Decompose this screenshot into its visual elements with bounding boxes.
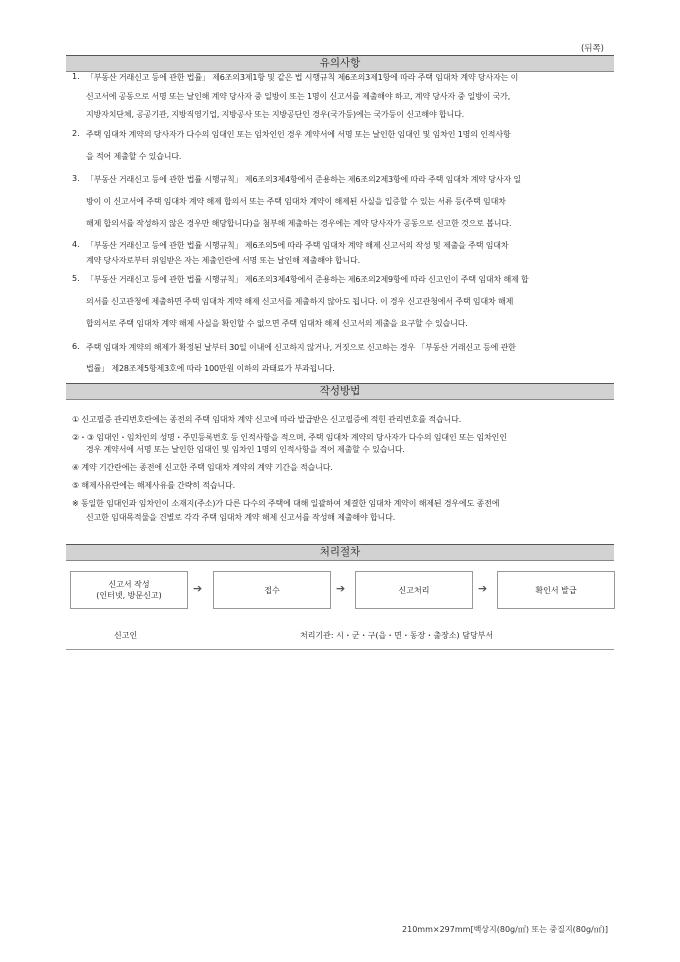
note-line: 신고서에 공동으로 서명 또는 날인해 계약 당사자 중 일방이 또는 1명이 신고서를 제출해야 하고, 계약 당사자 중 일방이 국가,	[86, 92, 511, 101]
method-item-5: ※ 동일한 임대인과 임차인이 소재지(주소)가 다른 다수의 주택에 대해 일괄하여 체결한 임대차 계약이 해제된 경우에도 종전에	[72, 499, 500, 508]
method-item-3: ④ 계약 기간란에는 종전에 신고한 주택 임대차 계약의 계약 기간을 적습니다.	[72, 463, 333, 472]
method-item-2-cont: 경우 계약서에 서명 또는 날인한 임대인 및 임차인 1명의 인적사항을 적어 제출할 수 있습니다.	[86, 445, 405, 454]
note-line: 지방자치단체, 공공기관, 지방직영기업, 지방공사 또는 지방공단인 경우(국가등)에는 국가등이 신고해야 합니다.	[86, 110, 465, 119]
paper-spec: 210mm×297mm[백상지(80g/㎡) 또는 중질지(80g/㎡)]	[402, 925, 608, 934]
step-issue-confirmation	[497, 571, 615, 609]
page-side-label: (뒤쪽)	[580, 44, 604, 54]
note-line: 「부동산 거래신고 등에 관한 법률 시행규칙」 제6조의3제4항에서 준용하는 제6조의2제3항에 따라 주택 임대차 계약 당사자 일	[86, 175, 522, 184]
step-report-writing	[70, 571, 188, 609]
step-label: 확인서 발급	[535, 585, 577, 595]
note-line: 방이 이 신고서에 주택 임대차 계약 해제 합의서 또는 주택 임대차 계약이 해제된 사실을 입증할 수 있는 서류 등(주택 임대차	[86, 197, 506, 206]
processing-agency-label: 처리기관: 시・군・구(읍・면・동장・출장소) 담당부서	[300, 631, 494, 640]
note-line: 합의서로 주택 임대차 계약 해제 사실을 확인할 수 없으면 주택 임대차 해제 신고서의 제출을 요구할 수 있습니다.	[86, 319, 468, 328]
method-item-4: ⑤ 해제사유란에는 해제사유를 간략히 적습니다.	[72, 481, 235, 490]
note-line: 주택 임대차 계약의 당사자가 다수의 임대인 또는 임차인인 경우 계약서에 서명 또는 날인한 임대인 및 임차인 1명의 인적사항	[86, 130, 511, 139]
step-sublabel: (인터넷, 방문신고)	[96, 591, 162, 600]
step-label: 신고처리	[398, 585, 430, 595]
notes-section	[66, 55, 614, 72]
step-label: 접수	[264, 585, 280, 595]
note-number: 5.	[72, 274, 80, 283]
note-line: 주택 임대차 계약의 해제가 확정된 날부터 30일 이내에 신고하지 않거나, 거짓으로 신고하는 경우 「부동산 거래신고 등에 관한	[86, 343, 516, 352]
method-item-1: ① 신고필증 관리번호란에는 종전의 주택 임대차 계약 신고에 따라 발급받은 신고필증에 적힌 관리번호를 적습니다.	[72, 415, 462, 424]
reporter-label: 신고인	[114, 631, 138, 640]
section-divider	[66, 649, 614, 650]
note-line: 「부동산 거래신고 등에 관한 법률 시행규칙」 제6조의3제4항에서 준용하는 제6조의2제9항에 따라 신고인이 주택 임대차 해제 합	[86, 275, 529, 284]
note-number: 1.	[72, 72, 80, 81]
note-number: 3.	[72, 174, 80, 183]
method-item-5-cont: 신고한 임대목적물을 건별로 각각 주택 임대차 계약 해제 신고서를 작성해 제출해야 합니다.	[86, 513, 396, 522]
step-processing	[355, 571, 473, 609]
note-number: 2.	[72, 129, 80, 138]
note-number: 6.	[72, 342, 80, 351]
note-line: 「부동산 거래신고 등에 관한 법률」 제6조의3제1항 및 같은 법 시행규칙 제6조의3제1항에 따라 주택 임대차 계약 당사자는 이	[86, 73, 519, 82]
note-line: 을 적어 제출할 수 있습니다.	[86, 152, 182, 161]
note-line: 법률」 제28조제5항제3호에 따라 100만원 이하의 과태료가 부과됩니다.	[86, 364, 335, 373]
step-reception	[213, 571, 331, 609]
note-line: 「부동산 거래신고 등에 관한 법률 시행규칙」 제6조의5에 따라 주택 임대차 계약 해제 신고서의 작성 및 제출을 주택 임대차	[86, 241, 509, 250]
method-item-2: ②・③ 임대인・임차인의 성명・주민등록번호 등 인적사항을 적으며, 주택 임대차 계약의 당사자가 다수의 임대인 또는 임차인인	[72, 433, 507, 442]
arrow-right-icon: ➔	[193, 582, 203, 595]
methods-list	[66, 414, 614, 534]
procedure-section	[66, 544, 614, 561]
methods-section	[66, 383, 614, 400]
note-line: 해제 합의서를 작성하지 않은 경우만 해당합니다)을 첨부해 제출하는 경우에는 계약 당사자가 공동으로 신고한 것으로 봅니다.	[86, 219, 512, 228]
arrow-right-icon: ➔	[336, 582, 346, 595]
methods-section-title: 작성방법	[66, 383, 614, 400]
procedure-section-title: 처리절차	[66, 544, 614, 561]
arrow-right-icon: ➔	[478, 582, 488, 595]
notes-section-title: 유의사항	[66, 55, 614, 72]
note-line: 계약 당사자로부터 위임받은 자는 제출인란에 서명 또는 날인해 제출해야 합니다.	[86, 256, 361, 265]
note-number: 4.	[72, 240, 80, 249]
note-line: 의서를 신고관청에 제출하면 주택 임대차 계약 해제 신고서를 제출하지 않아도 됩니다. 이 경우 신고관청에서 주택 임대차 해제	[86, 297, 514, 306]
step-label: 신고서 작성	[108, 580, 150, 589]
